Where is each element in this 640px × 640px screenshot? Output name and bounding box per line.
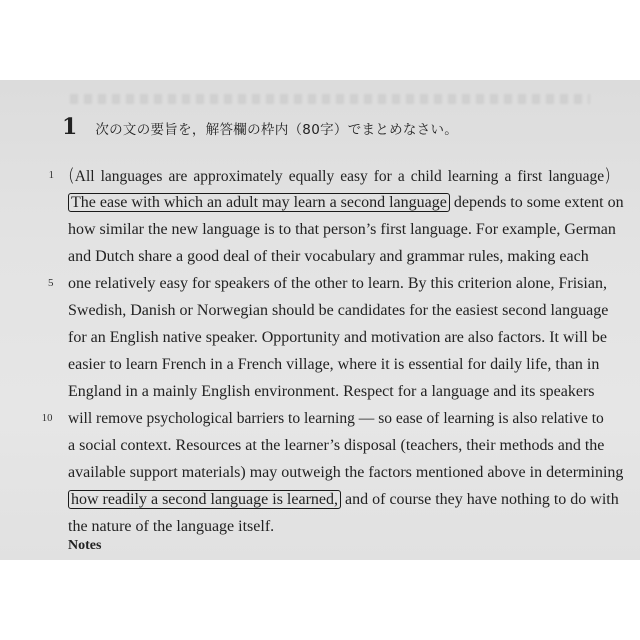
passage-line-8: easier to learn French in a French village, where it is essential for daily life, than in	[68, 356, 600, 373]
bleed-through-text	[70, 94, 590, 104]
question-instruction: 次の文の要旨を，解答欄の枠内（80字）でまとめなさい。	[95, 122, 459, 138]
line-1-text: All languages are approximately equally easy for a child learning a first language	[74, 168, 605, 185]
passage-line-11: a social context. Resources at the learner’s disposal (teachers, their methods and the	[68, 437, 605, 454]
passage-line-7: for an English native speaker. Opportunity and motivation are also factors. It will be	[68, 329, 607, 346]
boxed-phrase-readily-learned: how readily a second language is learned,	[68, 490, 341, 509]
passage-line-5	[48, 270, 630, 297]
passage-line-2	[68, 189, 630, 216]
question-number: 1	[62, 114, 78, 140]
passage-line-6: Swedish, Danish or Norwegian should be candidates for the easiest second language	[68, 302, 609, 319]
passage-line-13	[68, 486, 630, 513]
boxed-phrase-second-language: The ease with which an adult may learn a second language	[68, 193, 450, 212]
passage-line-4: and Dutch share a good deal of their vocabulary and grammar rules, making each	[68, 248, 589, 265]
line-number-10: 10	[41, 412, 53, 424]
line-number-5: 5	[48, 277, 54, 289]
passage-line-14: the nature of the language itself.	[68, 518, 275, 535]
line-13-text: and of course they have nothing to do with	[345, 491, 619, 508]
textbook-page	[0, 80, 640, 560]
close-parenthesis-mark: )	[604, 165, 611, 186]
notes-heading: Notes	[68, 538, 102, 553]
line-5-text: one relatively easy for speakers of the other to learn. By this criterion alone, Frisian,	[68, 275, 607, 292]
line-10-text: will remove psychological barriers to learning — so ease of learning is also relative to	[68, 410, 604, 427]
line-2-text: depends to some extent on	[453, 194, 624, 211]
passage	[41, 162, 630, 540]
passage-line-1	[48, 162, 611, 189]
open-parenthesis-mark: (	[68, 165, 75, 186]
passage-line-3: how similar the new language is to that person’s first language. For example, German	[68, 221, 616, 238]
passage-line-10	[41, 405, 614, 432]
passage-line-9: England in a mainly English environment. Respect for a language and its speakers	[68, 383, 595, 400]
passage-line-12: available support materials) may outweigh the factors mentioned above in determining	[68, 464, 624, 481]
line-number-1: 1	[48, 169, 54, 181]
question-header	[62, 114, 458, 144]
